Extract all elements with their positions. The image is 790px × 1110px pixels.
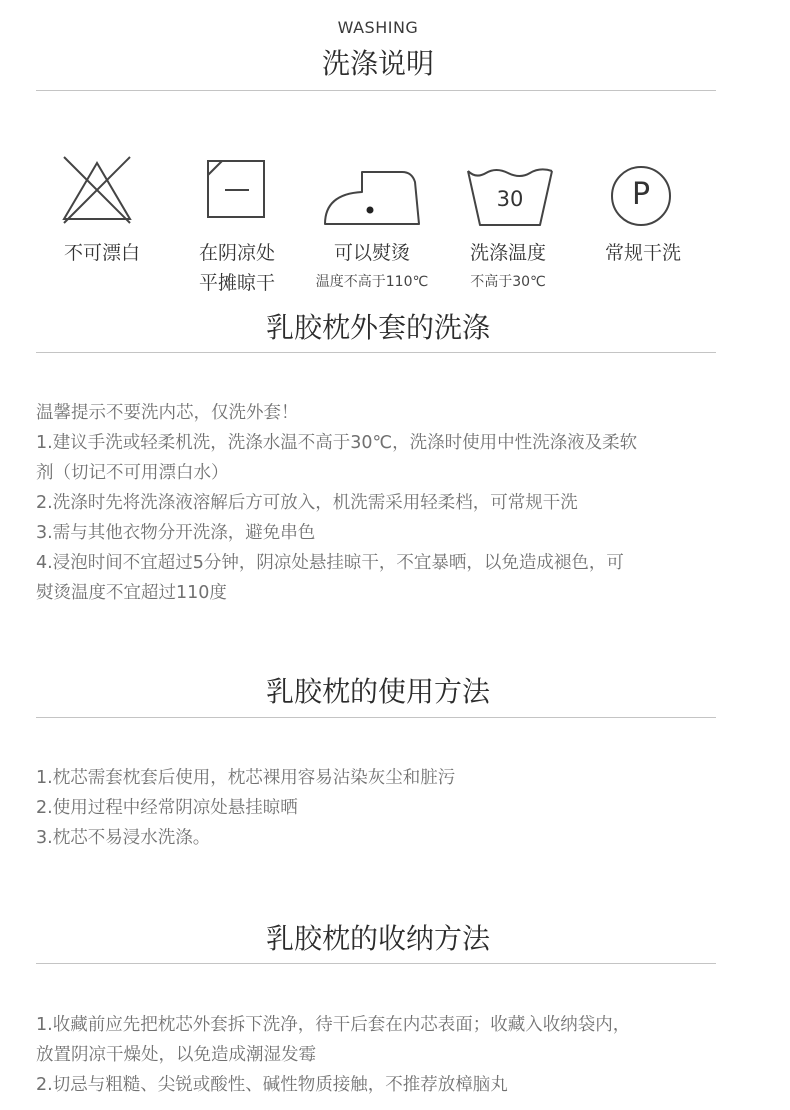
text-line: 1.建议手洗或轻柔机洗，洗涤水温不高于30℃，洗涤时使用中性洗涤液及柔软 xyxy=(36,433,638,453)
section-title-cover-washing: 乳胶枕外套的洗涤 xyxy=(265,311,490,344)
section-body-storage xyxy=(36,1010,726,1100)
text-line: 4.浸泡时间不宜超过5分钟，阴凉处悬挂晾干，不宜暴晒，以免造成褪色，可 xyxy=(36,553,624,573)
section-divider xyxy=(36,963,716,964)
icon-label-iron: 可以熨烫 xyxy=(333,242,410,264)
page-title: 洗涤说明 xyxy=(321,47,434,80)
text-line: 2.切忌与粗糙、尖锐或酸性、碱性物质接触，不推荐放樟脑丸 xyxy=(36,1075,508,1095)
section-title-storage: 乳胶枕的收纳方法 xyxy=(265,922,490,955)
section-divider xyxy=(36,352,716,353)
shade-dry-flat-icon xyxy=(207,160,265,222)
text-line: 2.使用过程中经常阴凉处悬挂晾晒 xyxy=(36,798,298,818)
text-line: 放置阴凉干燥处，以免造成潮湿发霉 xyxy=(36,1045,316,1065)
section-title-usage: 乳胶枕的使用方法 xyxy=(265,675,490,708)
icon-label-shade-dry: 在阴凉处 xyxy=(198,242,275,264)
icon-label-dry-clean: 常规干洗 xyxy=(604,242,681,264)
section-eyebrow: WASHING xyxy=(337,18,419,37)
text-line: 3.需与其他衣物分开洗涤，避免串色 xyxy=(36,523,316,543)
icon-sub-wash: 不高于30℃ xyxy=(470,274,546,290)
text-line: 1.收藏前应先把枕芯外套拆下洗净，待干后套在内芯表面；收藏入收纳袋内， xyxy=(36,1015,631,1035)
wash-temperature-text: 30 xyxy=(496,187,524,211)
section-divider xyxy=(36,717,716,718)
title-divider xyxy=(36,90,716,91)
section-body-usage xyxy=(36,763,726,853)
text-line: 1.枕芯需套枕套后使用，枕芯裸用容易沾染灰尘和脏污 xyxy=(36,768,456,788)
text-line: 3.枕芯不易浸水洗涤。 xyxy=(36,828,211,848)
iron-icon xyxy=(322,168,420,230)
text-line: 剂（切记不可用漂白水） xyxy=(36,463,229,483)
wash-30-icon xyxy=(466,165,554,233)
dry-clean-letter: P xyxy=(631,177,651,212)
no-bleach-icon xyxy=(60,155,134,229)
section-body-cover-washing xyxy=(36,398,726,608)
text-line: 2.洗涤时先将洗涤液溶解后方可放入，机洗需采用轻柔档，可常规干洗 xyxy=(36,493,578,513)
icon-sub-iron: 温度不高于110℃ xyxy=(315,274,429,290)
text-line: 熨烫温度不宜超过110度 xyxy=(36,583,227,603)
icon-label-shade-dry-line2: 平摊晾干 xyxy=(198,272,275,294)
icon-label-wash: 洗涤温度 xyxy=(469,242,546,264)
dry-clean-p-icon xyxy=(610,165,672,231)
text-line: 温馨提示不要洗内芯，仅洗外套！ xyxy=(36,403,299,423)
icon-label-no-bleach: 不可漂白 xyxy=(63,242,140,264)
